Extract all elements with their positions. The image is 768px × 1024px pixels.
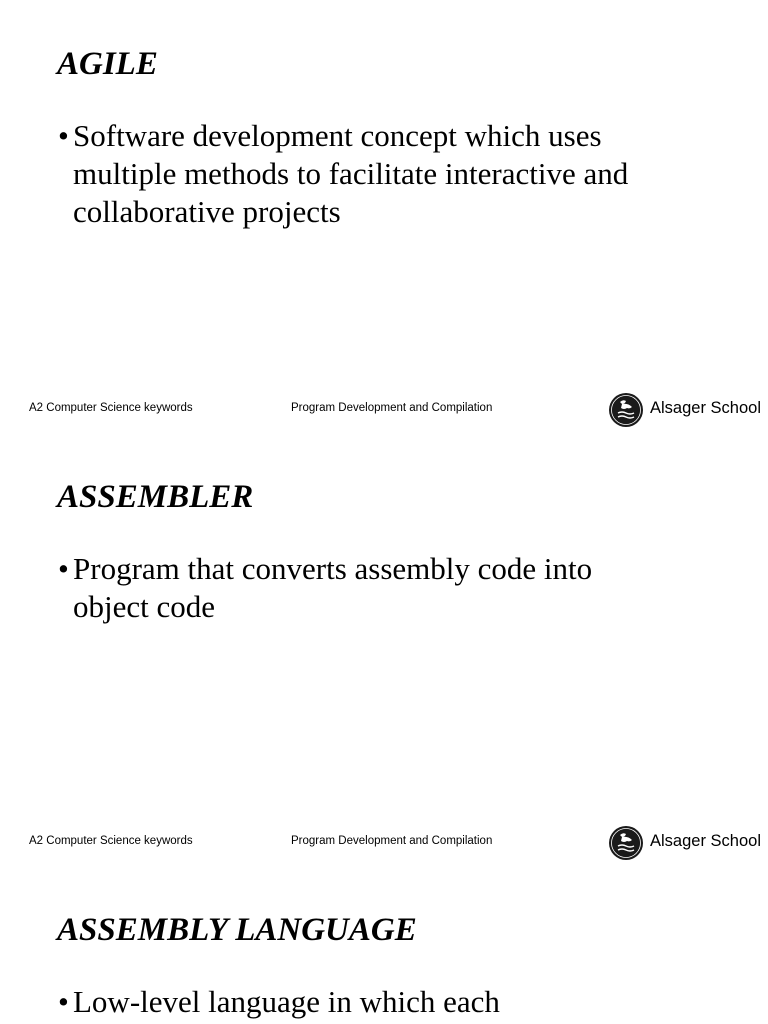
bullet-line: object code	[73, 589, 216, 624]
bullet-line: collaborative projects	[73, 194, 341, 229]
bullet-text	[73, 983, 738, 1021]
bullet-point	[58, 983, 738, 1021]
footer-topic-label: Program Development and Compilation	[291, 402, 493, 414]
bullet-point	[58, 117, 738, 231]
slide-assembly-language	[0, 866, 768, 1024]
bullet-line: Program that converts assembly code into	[73, 551, 593, 586]
bullet-marker: •	[58, 984, 69, 1019]
bullet-point	[58, 550, 738, 626]
bullet-text	[73, 550, 738, 626]
slide-footer	[0, 388, 768, 432]
slide-title: ASSEMBLER	[57, 479, 254, 515]
alsager-school-crest-icon	[608, 392, 644, 428]
bullet-line: Software development concept which uses	[73, 118, 602, 153]
footer-school-name: Alsager School	[650, 399, 761, 417]
slide-agile	[0, 0, 768, 433]
slide-title: AGILE	[57, 46, 158, 82]
footer-school-name: Alsager School	[650, 832, 761, 850]
slide-assembler	[0, 433, 768, 866]
slide-footer	[0, 821, 768, 865]
footer-course-label: A2 Computer Science keywords	[29, 835, 193, 847]
bullet-marker: •	[58, 118, 69, 153]
footer-topic-label: Program Development and Compilation	[291, 835, 493, 847]
bullet-marker: •	[58, 551, 69, 586]
footer-course-label: A2 Computer Science keywords	[29, 402, 193, 414]
bullet-text	[73, 117, 738, 231]
slide-title: ASSEMBLY LANGUAGE	[57, 912, 417, 948]
bullet-line: Low-level language in which each	[73, 984, 500, 1019]
alsager-school-crest-icon	[608, 825, 644, 861]
bullet-line: multiple methods to facilitate interactive and	[73, 156, 629, 191]
